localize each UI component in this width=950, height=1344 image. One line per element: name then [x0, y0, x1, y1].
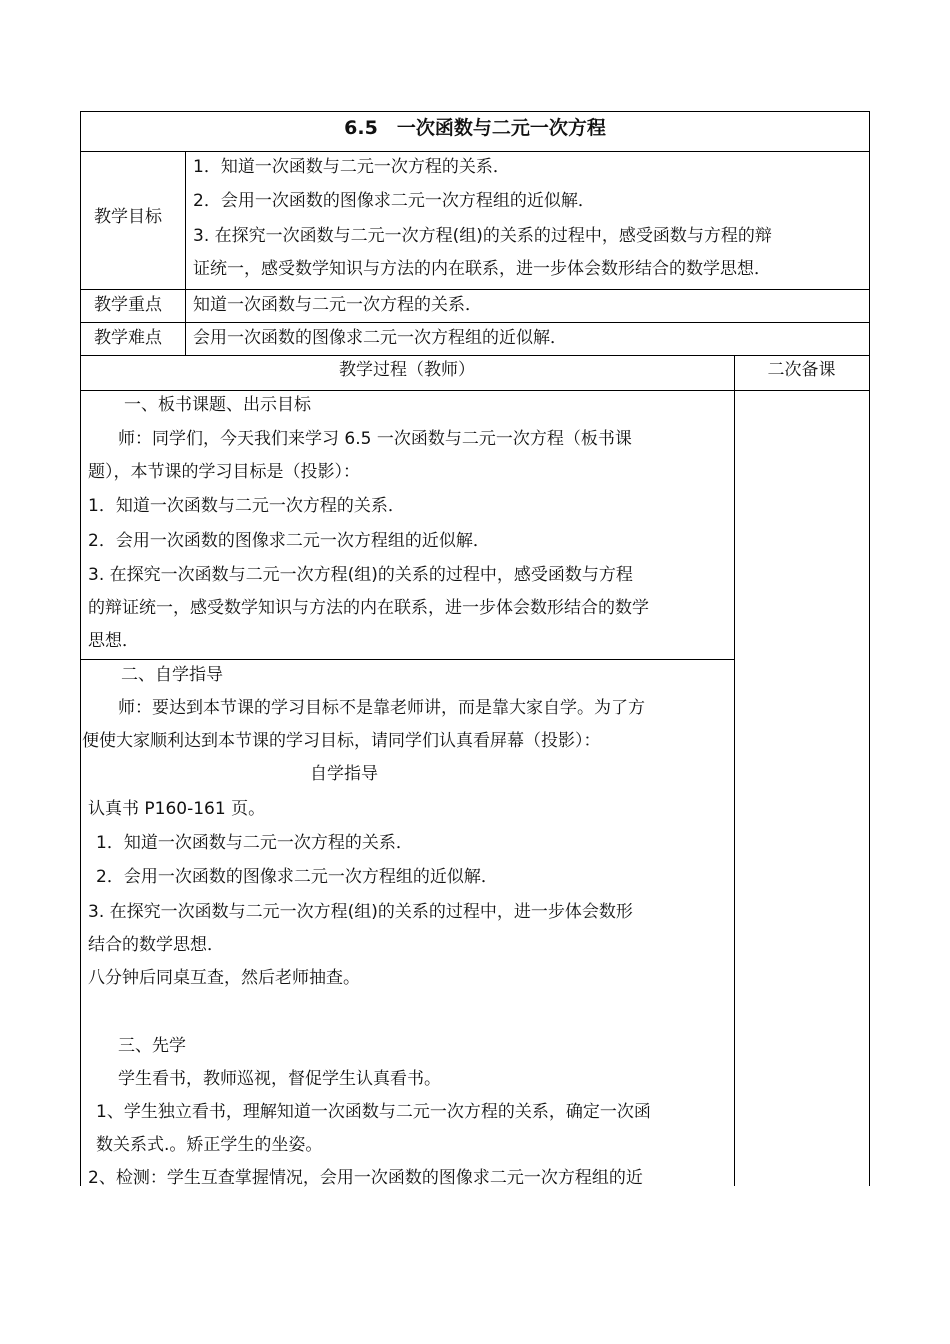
notes-header: 二次备课 — [767, 360, 836, 380]
table-border-left — [80, 111, 81, 1186]
row-divider-process-header — [80, 390, 870, 391]
guide-line: 结合的数学思想． — [88, 935, 224, 955]
body-line: 2．会用一次函数的图像求二元一次方程组的近似解． — [88, 531, 490, 551]
row-divider-key — [80, 322, 870, 323]
label-column-divider — [185, 151, 186, 355]
body-line: 数关系式.。矫正学生的坐姿。 — [96, 1135, 323, 1155]
row-divider-title — [80, 151, 870, 152]
goal-line: 3. 在探究一次函数与二元一次方程(组)的关系的过程中，感受函数与方程的辩 — [193, 226, 772, 246]
guide-line: 认真书 P160-161 页。 — [88, 799, 266, 819]
table-border-right — [869, 111, 870, 1186]
table-border-top — [80, 111, 870, 112]
body-line: 题），本节课的学习目标是（投影）： — [88, 462, 360, 482]
body-line: 2、检测：学生互查掌握情况，会用一次函数的图像求二元一次方程组的近 — [88, 1168, 643, 1188]
body-line: 3. 在探究一次函数与二元一次方程(组)的关系的过程中，感受函数与方程 — [88, 565, 633, 585]
row-divider-difficulty — [80, 355, 870, 356]
body-line: 师：要达到本节课的学习目标不是靠老师讲，而是靠大家自学。为了方 — [118, 698, 645, 718]
notes-column-divider — [734, 355, 735, 1186]
section-heading: 一、板书课题、出示目标 — [124, 395, 311, 415]
body-line: 1．知道一次函数与二元一次方程的关系． — [88, 496, 405, 516]
process-header: 教学过程（教师） — [339, 360, 475, 380]
guide-line: 2．会用一次函数的图像求二元一次方程组的近似解． — [96, 867, 498, 887]
goal-line: 证统一，感受数学知识与方法的内在联系，进一步体会数形结合的数学思想． — [193, 259, 771, 279]
body-line: 便使大家顺利达到本节课的学习目标，请同学们认真看屏幕（投影）： — [82, 731, 601, 751]
goals-label: 教学目标 — [94, 207, 162, 227]
row-divider-section1 — [80, 659, 734, 660]
key-text: 知道一次函数与二元一次方程的关系． — [193, 295, 482, 315]
goal-line: 2．会用一次函数的图像求二元一次方程组的近似解． — [193, 191, 595, 211]
guide-line: 3. 在探究一次函数与二元一次方程(组)的关系的过程中，进一步体会数形 — [88, 902, 633, 922]
guide-line: 1．知道一次函数与二元一次方程的关系． — [96, 833, 413, 853]
guide-line: 八分钟后同桌互查，然后老师抽查。 — [88, 968, 360, 988]
difficulty-text: 会用一次函数的图像求二元一次方程组的近似解． — [193, 328, 567, 348]
row-divider-goals — [80, 289, 870, 290]
body-line: 的辩证统一，感受数学知识与方法的内在联系，进一步体会数形结合的数学 — [88, 598, 649, 618]
page-title: 6.5 一次函数与二元一次方程 — [344, 117, 606, 139]
section-heading: 二、自学指导 — [121, 665, 223, 685]
guide-title: 自学指导 — [310, 764, 378, 784]
key-label: 教学重点 — [94, 295, 162, 315]
body-line: 师：同学们，今天我们来学习 6.5 一次函数与二元一次方程（板书课 — [118, 429, 632, 449]
body-line: 思想． — [88, 631, 139, 651]
goal-line: 1．知道一次函数与二元一次方程的关系． — [193, 157, 510, 177]
section-heading: 三、先学 — [118, 1036, 186, 1056]
body-line: 1、学生独立看书，理解知道一次函数与二元一次方程的关系，确定一次函 — [96, 1102, 651, 1122]
difficulty-label: 教学难点 — [94, 328, 162, 348]
body-line: 学生看书，教师巡视，督促学生认真看书。 — [118, 1069, 441, 1089]
